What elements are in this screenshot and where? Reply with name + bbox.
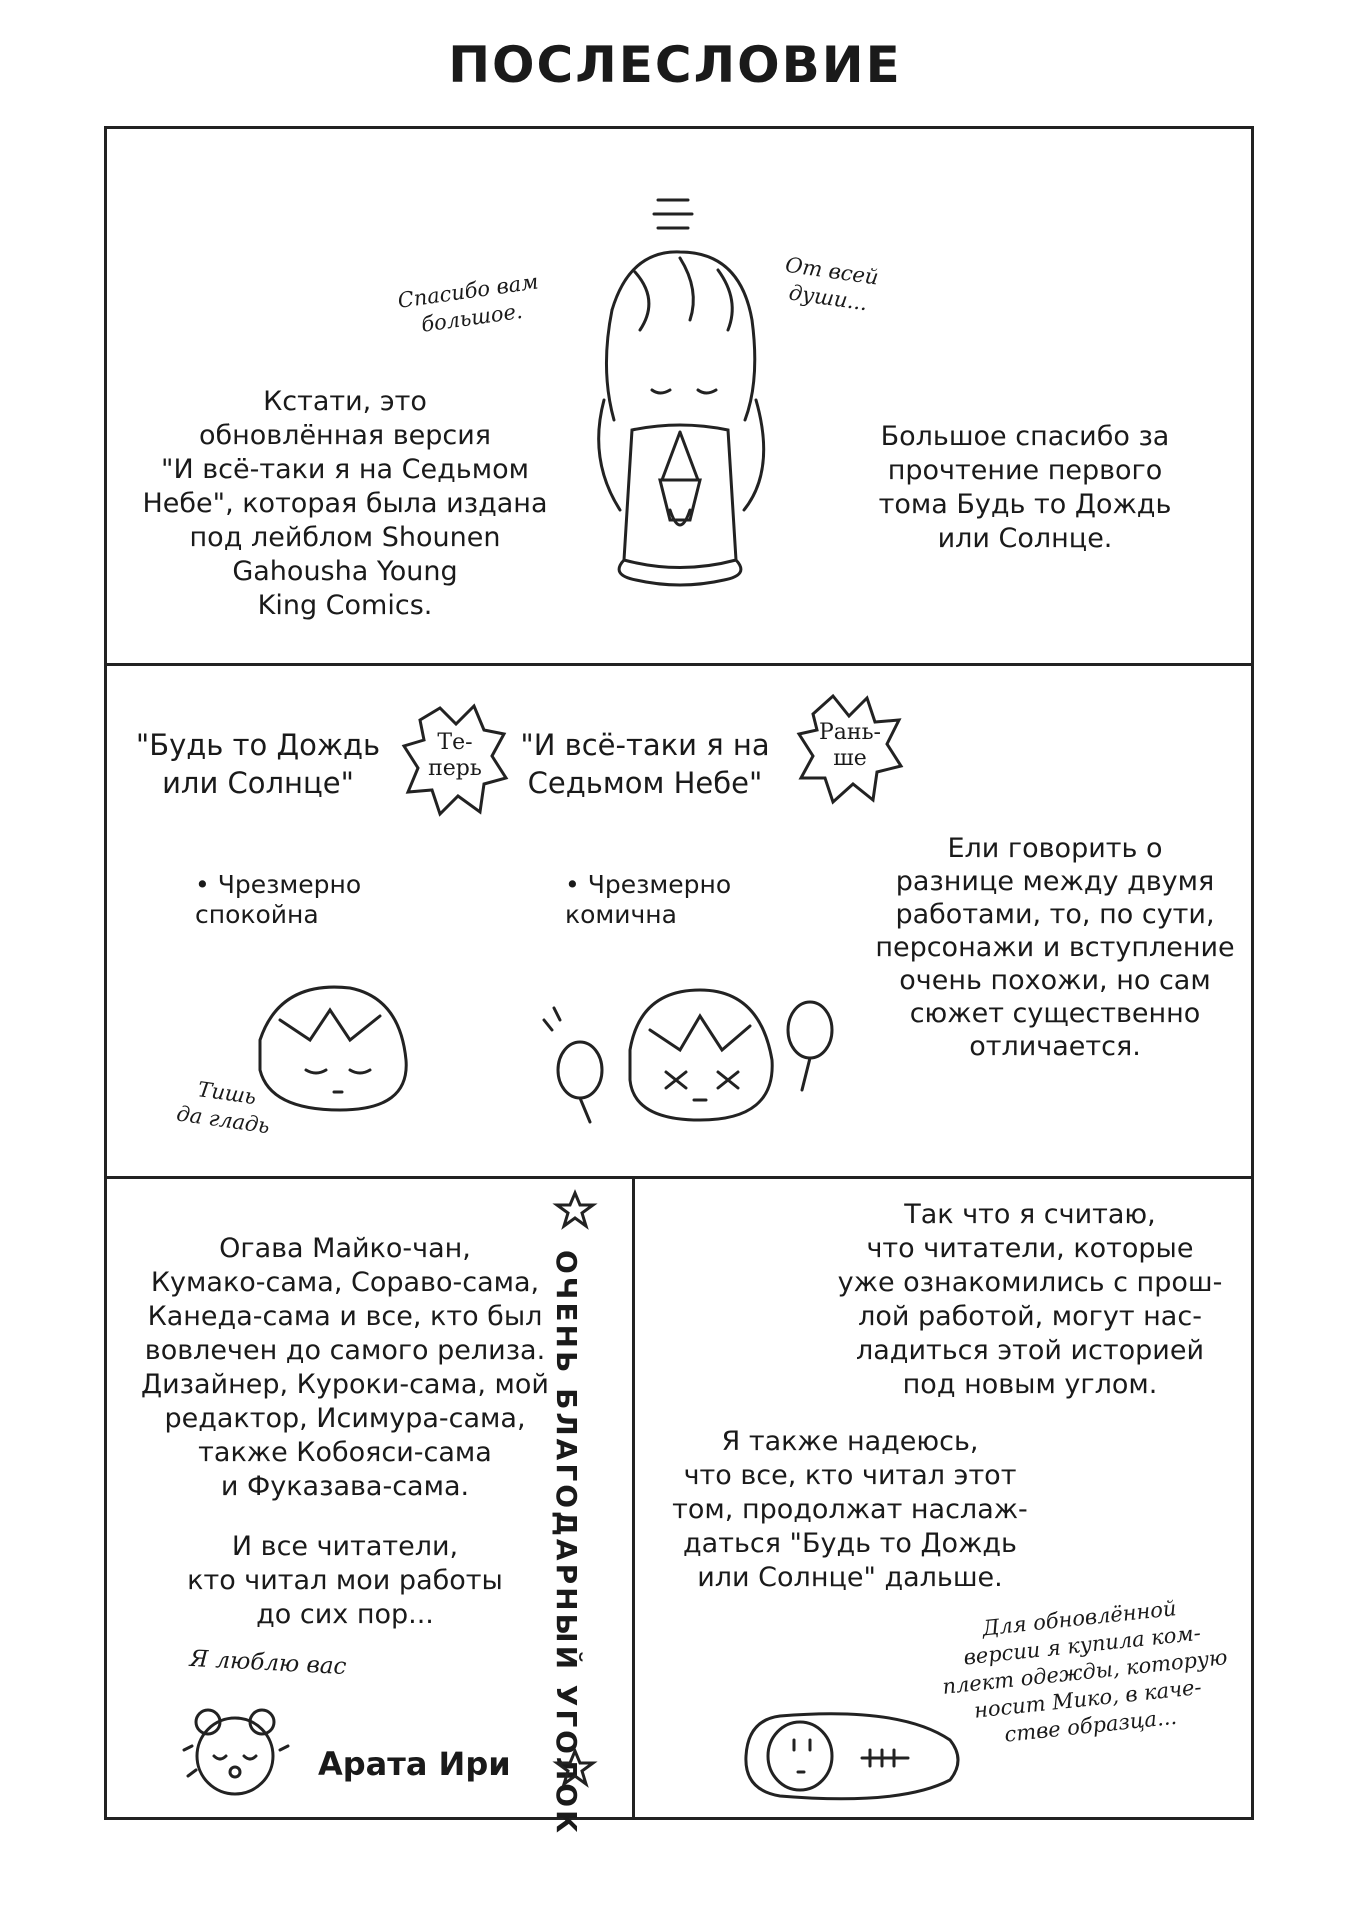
bullet-comic: • Чрезмерно комична xyxy=(565,870,732,929)
love-note: Я люблю вас xyxy=(188,1645,348,1681)
panel4-text-middle: Я также надеюсь, что все, кто читал этот том, продолжат наслаж- даться "Будь то Дождь или Солнце" дальше. xyxy=(672,1426,1028,1593)
bear-avatar-icon xyxy=(180,1700,290,1800)
bowing-girl-illustration xyxy=(540,180,820,600)
panel-divider-2 xyxy=(104,1176,1254,1179)
panel2-text-right: Ели говорить о разнице между двумя работами, то, по сути, персонажи и вступление очень похожи, но сам сюжет существенно отличается. xyxy=(875,833,1235,1062)
clothing-note: Для обновлённой версии я купила ком- плект одежды, которую носит Мико, в каче- стве образца... xyxy=(941,1596,1229,1747)
author-signature: Арата Ири xyxy=(318,1745,511,1783)
thanks-list: Огава Майко-чан, Кумако-сама, Сораво-сама, Канеда-сама и все, кто был вовлечен до самого релиза. Дизайнер, Куроки-сама, мой редактор, Исимура-сама, также Кобояси-сама и Фуказава-сама. xyxy=(141,1233,549,1502)
panel1-text-left: Кстати, это обновлённая версия "И всё-таки я на Седьмом Небе", которая была издана под лейблом Shounen Gahousha Young King Comics. xyxy=(142,386,548,621)
panel4-text-top: Так что я считаю, что читатели, которые уже ознакомились с прош- лой работой, могут нас- ладиться этой историей под новым углом. xyxy=(837,1199,1223,1400)
burst-before-label: Рань- ше xyxy=(819,720,881,771)
panel1-text-right: Большое спасибо за прочтение первого тома Будь то Дождь или Солнце. xyxy=(878,421,1172,554)
speech-thanks: Спасибо вам большое. xyxy=(396,269,540,337)
star-icon xyxy=(555,1190,595,1230)
comic-face-illustration xyxy=(540,960,840,1140)
readers-thanks: И все читатели, кто читал мои работы до сих пор... xyxy=(187,1531,503,1630)
panel-divider-vertical xyxy=(632,1176,635,1820)
bullet-calm: • Чрезмерно спокойна xyxy=(195,870,362,929)
sleeping-bag-illustration xyxy=(740,1700,970,1810)
sfx-quiet: Тишь да гладь xyxy=(175,1077,272,1139)
star-icon xyxy=(555,1748,595,1788)
page-title: ПОСЛЕСЛОВИЕ xyxy=(448,36,902,94)
vertical-heading: ОЧЕНЬ БЛАГОДАРНЫЙ УГОЛОК xyxy=(550,1250,583,1836)
burst-now-label: Те- перь xyxy=(428,730,482,781)
title-current-series: "Будь то Дождь или Солнце" xyxy=(135,728,381,800)
panel-divider-1 xyxy=(104,663,1254,666)
title-previous-series: "И всё-таки я на Седьмом Небе" xyxy=(520,728,770,800)
speech-heartfelt: От всей души... xyxy=(783,252,881,316)
